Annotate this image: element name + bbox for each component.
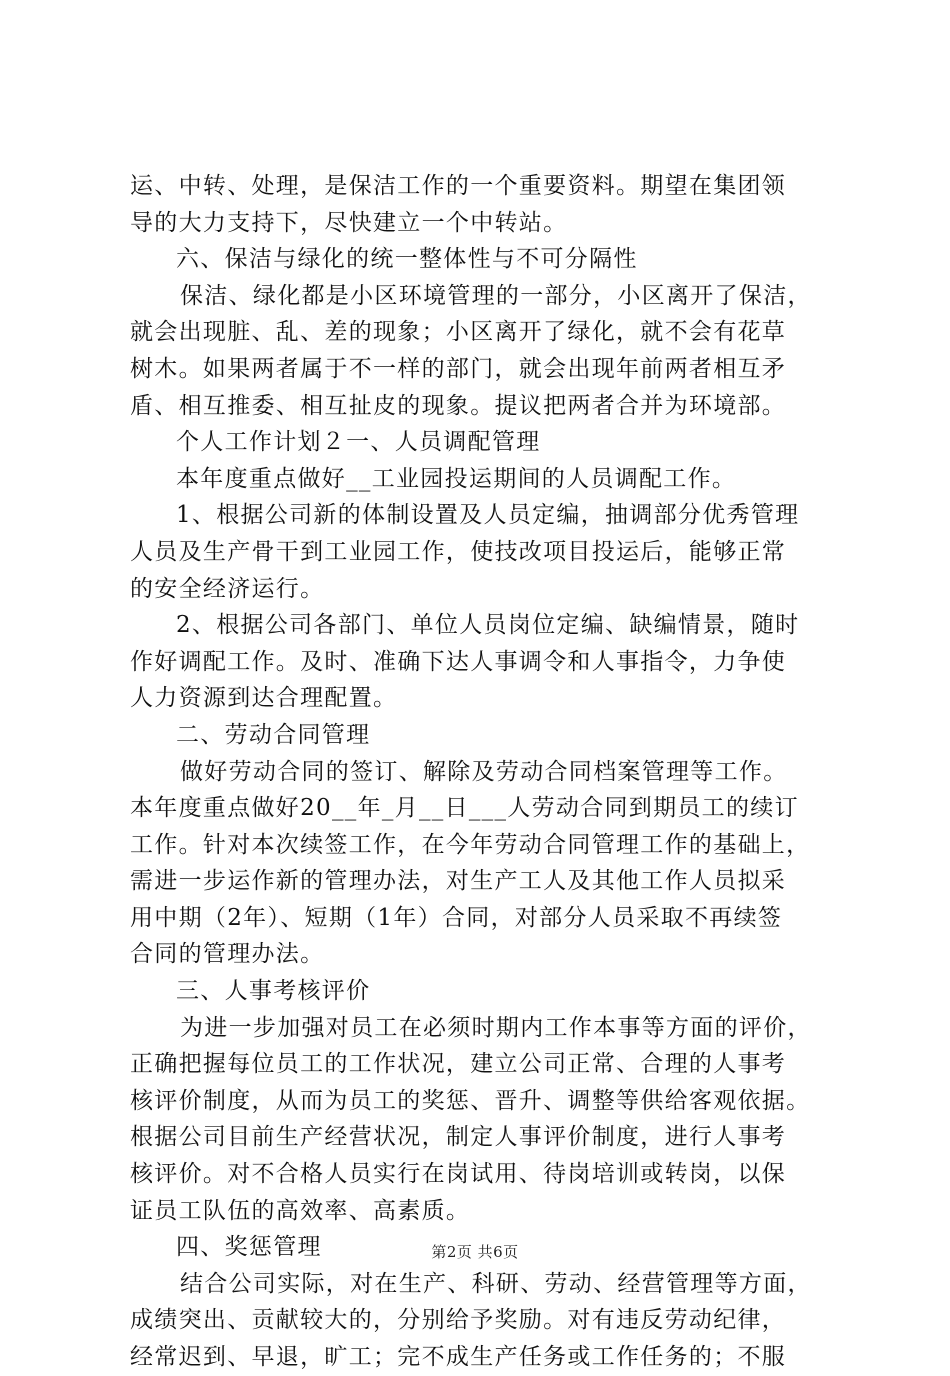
text-line: 运、中转、处理，是保洁工作的一个重要资料。期望在集团领 [130, 173, 787, 199]
text-line: 为进一步加强对员工在必须时期内工作本事等方面的评价， [180, 1014, 812, 1041]
text-line: 六、保洁与绿化的统一整体性与不可分隔性 [176, 246, 638, 273]
text-line: 盾、相互推委、相互扯皮的现象。提议把两者合并为环境部。 [130, 392, 787, 419]
text-line: 结合公司实际，对在生产、科研、劳动、经营管理等方面， [180, 1270, 812, 1297]
text-line: 正确把握每位员工的工作状况，建立公司正常、合理的人事考 [130, 1051, 787, 1078]
text-line: 作好调配工作。及时、准确下达人事调令和人事指令，力争使 [130, 648, 787, 675]
text-line: 保洁、绿化都是小区环境管理的一部分，小区离开了保洁， [180, 282, 812, 309]
text-line: 人员及生产骨干到工业园工作，使技改项目投运后，能够正常 [130, 538, 787, 565]
text-line: 核评价制度，从而为员工的奖惩、晋升、调整等供给客观依据。 [130, 1087, 811, 1114]
document-body [130, 168, 830, 1376]
page-footer: 第2页 共6页 [431, 1243, 519, 1261]
text-line: 做好劳动合同的签订、解除及劳动合同档案管理等工作。 [180, 758, 788, 785]
text-line: 三、人事考核评价 [176, 978, 371, 1005]
text-line: 工作。针对本次续签工作，在今年劳动合同管理工作的基础上， [130, 831, 811, 858]
text-line: 树木。如果两者属于不一样的部门，就会出现年前两者相互矛 [130, 355, 787, 382]
text-line: 1、根据公司新的体制设置及人员定编，抽调部分优秀管理 [176, 502, 800, 529]
text-line: 证员工队伍的高效率、高素质。 [130, 1197, 471, 1224]
text-line: 二、劳动合同管理 [176, 721, 371, 748]
text-line: 根据公司目前生产经营状况，制定人事评价制度，进行人事考 [130, 1124, 787, 1151]
text-line: 成绩突出、贡献较大的，分别给予奖励。对有违反劳动纪律， [130, 1307, 787, 1334]
text-line: 人力资源到达合理配置。 [130, 685, 398, 712]
text-line: 导的大力支持下，尽快建立一个中转站。 [130, 209, 568, 236]
text-line: 合同的管理办法。 [130, 941, 325, 968]
text-line: 2、根据公司各部门、单位人员岗位定编、缺编情景，随时 [176, 612, 800, 639]
text-line: 就会出现脏、乱、差的现象；小区离开了绿化，就不会有花草 [130, 319, 787, 346]
text-line: 四、奖惩管理 [176, 1234, 322, 1261]
text-line: 本年度重点做好20__年_月__日___人劳动合同到期员工的续订 [130, 795, 799, 822]
text-line: 本年度重点做好__工业园投运期间的人员调配工作。 [176, 465, 737, 492]
text-line: 核评价。对不合格人员实行在岗试用、待岗培训或转岗，以保 [130, 1161, 787, 1188]
text-line: 用中期（2年）、短期（1年）合同，对部分人员采取不再续签 [130, 904, 783, 931]
text-line: 的安全经济运行。 [130, 575, 325, 602]
text-line: 需进一步运作新的管理办法，对生产工人及其他工作人员拟采 [130, 868, 787, 895]
text-line: 个人工作计划２一、人员调配管理 [176, 429, 541, 456]
text-line: 经常迟到、早退，旷工；完不成生产任务或工作任务的；不服 [130, 1344, 787, 1370]
